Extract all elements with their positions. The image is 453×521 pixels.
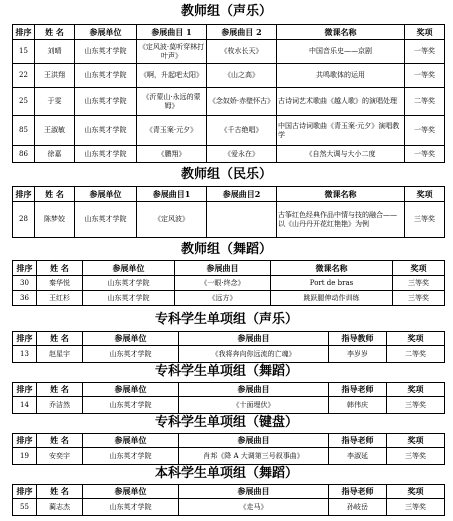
cell-piece2 — [207, 202, 277, 238]
header-cell: 参展曲目1 — [137, 187, 207, 202]
cell-award: 二等奖 — [387, 346, 445, 363]
cell-piece: 肖邦《降 A 大调第三号叙事曲》 — [179, 448, 329, 465]
teacher-dance-table — [12, 260, 445, 306]
header-cell: 姓 名 — [35, 25, 75, 40]
cell-lesson: 共鸣歌体的运用 — [277, 64, 405, 88]
cell-piece: 《走马》 — [179, 499, 329, 516]
cell-piece1: 《鹏翔》 — [137, 146, 207, 163]
header-cell: 姓 名 — [37, 261, 83, 276]
cell-piece: 《远方》 — [175, 291, 271, 306]
cell-piece1: 《定风波》 — [137, 202, 207, 238]
cell-rank: 14 — [13, 397, 37, 414]
cell-unit: 山东英才学院 — [75, 64, 137, 88]
cell-award: 三等奖 — [387, 397, 445, 414]
header-cell: 参展曲目 2 — [207, 25, 277, 40]
header-cell: 参展曲目 — [179, 434, 329, 448]
cell-name: 蔺志杰 — [37, 499, 83, 516]
cell-rank: 55 — [13, 499, 37, 516]
cell-unit: 山东英才学院 — [75, 40, 137, 64]
header-cell: 参展曲目 — [179, 485, 329, 499]
table-row — [13, 146, 445, 163]
cell-unit: 山东英才学院 — [75, 88, 137, 116]
cell-unit: 山东英才学院 — [75, 116, 137, 146]
college-vocal-table — [12, 331, 445, 363]
table-row — [13, 448, 445, 465]
cell-piece2: 《爱永在》 — [207, 146, 277, 163]
cell-award: 三等奖 — [387, 499, 445, 516]
undergrad-dance-table — [12, 484, 445, 516]
cell-rank: 19 — [13, 448, 37, 465]
header-cell: 参展曲目 — [179, 332, 329, 346]
cell-rank: 85 — [13, 116, 35, 146]
table-header-row — [13, 25, 445, 40]
header-cell: 参展曲目 — [179, 383, 329, 397]
cell-award: 三等奖 — [405, 202, 445, 238]
table-header-row — [13, 485, 445, 499]
cell-teacher: 韩伟庆 — [329, 397, 387, 414]
cell-piece1: 《沂蒙山·永远的蒙姆》 — [137, 88, 207, 116]
cell-award: 三等奖 — [393, 291, 445, 306]
header-cell: 参展单位 — [83, 383, 179, 397]
header-cell: 指导老师 — [329, 434, 387, 448]
cell-award: 二等奖 — [405, 88, 445, 116]
cell-rank: 86 — [13, 146, 35, 163]
cell-lesson: 古诗词艺术歌曲《越人歌》的演唱处理 — [277, 88, 405, 116]
section-title-undergrad-dance: 本科学生单项组（舞蹈） — [154, 466, 298, 481]
section-title-college-vocal: 专科学生单项组（声乐） — [154, 312, 298, 327]
section-title-teacher-folk: 教师组（民乐） — [180, 167, 272, 182]
header-cell: 排序 — [13, 485, 37, 499]
table-row — [13, 202, 445, 238]
header-cell: 排序 — [13, 332, 37, 346]
cell-name: 赵星宇 — [37, 346, 83, 363]
header-cell: 微课名称 — [271, 261, 393, 276]
cell-name: 王红杉 — [37, 291, 83, 306]
header-cell: 参展单位 — [75, 187, 137, 202]
table-header-row — [13, 383, 445, 397]
cell-award: 一等奖 — [405, 64, 445, 88]
cell-rank: 22 — [13, 64, 35, 88]
cell-teacher: 李淑延 — [329, 448, 387, 465]
header-cell: 排序 — [13, 434, 37, 448]
header-cell: 微课名称 — [277, 187, 405, 202]
table-row — [13, 88, 445, 116]
table-row — [13, 40, 445, 64]
cell-lesson: 跳跃腿伸动作训练 — [271, 291, 393, 306]
teacher-vocal-table — [12, 24, 445, 163]
cell-award: 一等奖 — [405, 116, 445, 146]
header-cell: 参展曲目 — [175, 261, 271, 276]
cell-award: 三等奖 — [393, 276, 445, 291]
header-cell: 指导老师 — [329, 383, 387, 397]
cell-award: 一等奖 — [405, 146, 445, 163]
header-cell: 排序 — [13, 187, 35, 202]
cell-piece: 《十面埋伏》 — [179, 397, 329, 414]
cell-piece: 《我将奔向你远流的亡魂》 — [179, 346, 329, 363]
header-cell: 参展曲目 1 — [137, 25, 207, 40]
table-row — [13, 499, 445, 516]
table-row — [13, 397, 445, 414]
section-title-teacher-vocal: 教师组（声乐） — [180, 4, 272, 19]
header-cell: 指导教师 — [329, 332, 387, 346]
header-cell: 参展单位 — [75, 25, 137, 40]
cell-piece1: 《青玉案·元夕》 — [137, 116, 207, 146]
cell-teacher: 孙岐岳 — [329, 499, 387, 516]
section-title-college-keyboard: 专科学生单项组（键盘） — [154, 415, 298, 430]
table-row — [13, 346, 445, 363]
cell-award: 三等奖 — [387, 448, 445, 465]
cell-unit: 山东英才学院 — [83, 346, 179, 363]
header-cell: 姓 名 — [37, 485, 83, 499]
cell-rank: 36 — [13, 291, 37, 306]
header-cell: 姓 名 — [35, 187, 75, 202]
table-header-row — [13, 187, 445, 202]
cell-name: 王洪翔 — [35, 64, 75, 88]
cell-unit: 山东英才学院 — [83, 448, 179, 465]
header-cell: 指导老师 — [329, 485, 387, 499]
header-cell: 奖项 — [393, 261, 445, 276]
table-row — [13, 64, 445, 88]
cell-name: 陈梦姣 — [35, 202, 75, 238]
table-row — [13, 116, 445, 146]
cell-name: 安奕宇 — [37, 448, 83, 465]
cell-lesson: Port de bras — [271, 276, 393, 291]
header-cell: 姓 名 — [37, 434, 83, 448]
cell-unit: 山东英才学院 — [83, 397, 179, 414]
cell-rank: 15 — [13, 40, 35, 64]
header-cell: 奖项 — [405, 25, 445, 40]
cell-rank: 30 — [13, 276, 37, 291]
cell-lesson: 中国古诗词歌曲《青玉案·元夕》演唱教学 — [277, 116, 405, 146]
cell-unit: 山东英才学院 — [75, 146, 137, 163]
cell-rank: 13 — [13, 346, 37, 363]
header-cell: 排序 — [13, 383, 37, 397]
table-header-row — [13, 434, 445, 448]
header-cell: 排序 — [13, 261, 37, 276]
cell-piece2: 《枚水长天》 — [207, 40, 277, 64]
header-cell: 参展曲目2 — [207, 187, 277, 202]
cell-unit: 山东英才学院 — [83, 276, 175, 291]
header-cell: 奖项 — [387, 434, 445, 448]
cell-name: 秦华悦 — [37, 276, 83, 291]
header-cell: 奖项 — [387, 485, 445, 499]
cell-piece1: 《啊，升起吧太阳》 — [137, 64, 207, 88]
header-cell: 奖项 — [387, 332, 445, 346]
cell-unit: 山东英才学院 — [83, 291, 175, 306]
teacher-folk-table — [12, 186, 445, 238]
header-cell: 参展单位 — [83, 485, 179, 499]
header-cell: 奖项 — [387, 383, 445, 397]
cell-rank: 25 — [13, 88, 35, 116]
header-cell: 姓 名 — [37, 332, 83, 346]
section-title-college-dance: 专科学生单项组（舞蹈） — [154, 364, 298, 379]
header-cell: 微课名称 — [277, 25, 405, 40]
cell-lesson: 古筝红色经典作品中情与技的融合——以《山丹丹开花红艳艳》为例 — [277, 202, 405, 238]
header-cell: 参展单位 — [83, 434, 179, 448]
cell-piece1: 《定风波·莫听穿林打叶声》 — [137, 40, 207, 64]
table-row — [13, 276, 445, 291]
cell-piece2: 《千古绝唱》 — [207, 116, 277, 146]
cell-piece2: 《念奴娇·赤壁怀古》 — [207, 88, 277, 116]
cell-unit: 山东英才学院 — [83, 499, 179, 516]
cell-name: 刘晴 — [35, 40, 75, 64]
cell-name: 乔洁然 — [37, 397, 83, 414]
cell-piece: 《一眼·终念》 — [175, 276, 271, 291]
section-title-teacher-dance: 教师组（舞蹈） — [180, 242, 272, 257]
cell-award: 一等奖 — [405, 40, 445, 64]
cell-lesson: 《自然大调与大小二度 — [277, 146, 405, 163]
cell-name: 徐嘉 — [35, 146, 75, 163]
cell-name: 于雯 — [35, 88, 75, 116]
table-header-row — [13, 332, 445, 346]
cell-lesson: 中国音乐史——京剧 — [277, 40, 405, 64]
cell-piece2: 《山之高》 — [207, 64, 277, 88]
cell-name: 王淑敏 — [35, 116, 75, 146]
cell-unit: 山东英才学院 — [75, 202, 137, 238]
college-dance-table — [12, 382, 445, 414]
header-cell: 参展单位 — [83, 332, 179, 346]
table-row — [13, 291, 445, 306]
college-keyboard-table — [12, 433, 445, 465]
cell-rank: 28 — [13, 202, 35, 238]
header-cell: 姓 名 — [37, 383, 83, 397]
cell-teacher: 李岁岁 — [329, 346, 387, 363]
table-header-row — [13, 261, 445, 276]
header-cell: 排序 — [13, 25, 35, 40]
header-cell: 参展单位 — [83, 261, 175, 276]
header-cell: 奖项 — [405, 187, 445, 202]
